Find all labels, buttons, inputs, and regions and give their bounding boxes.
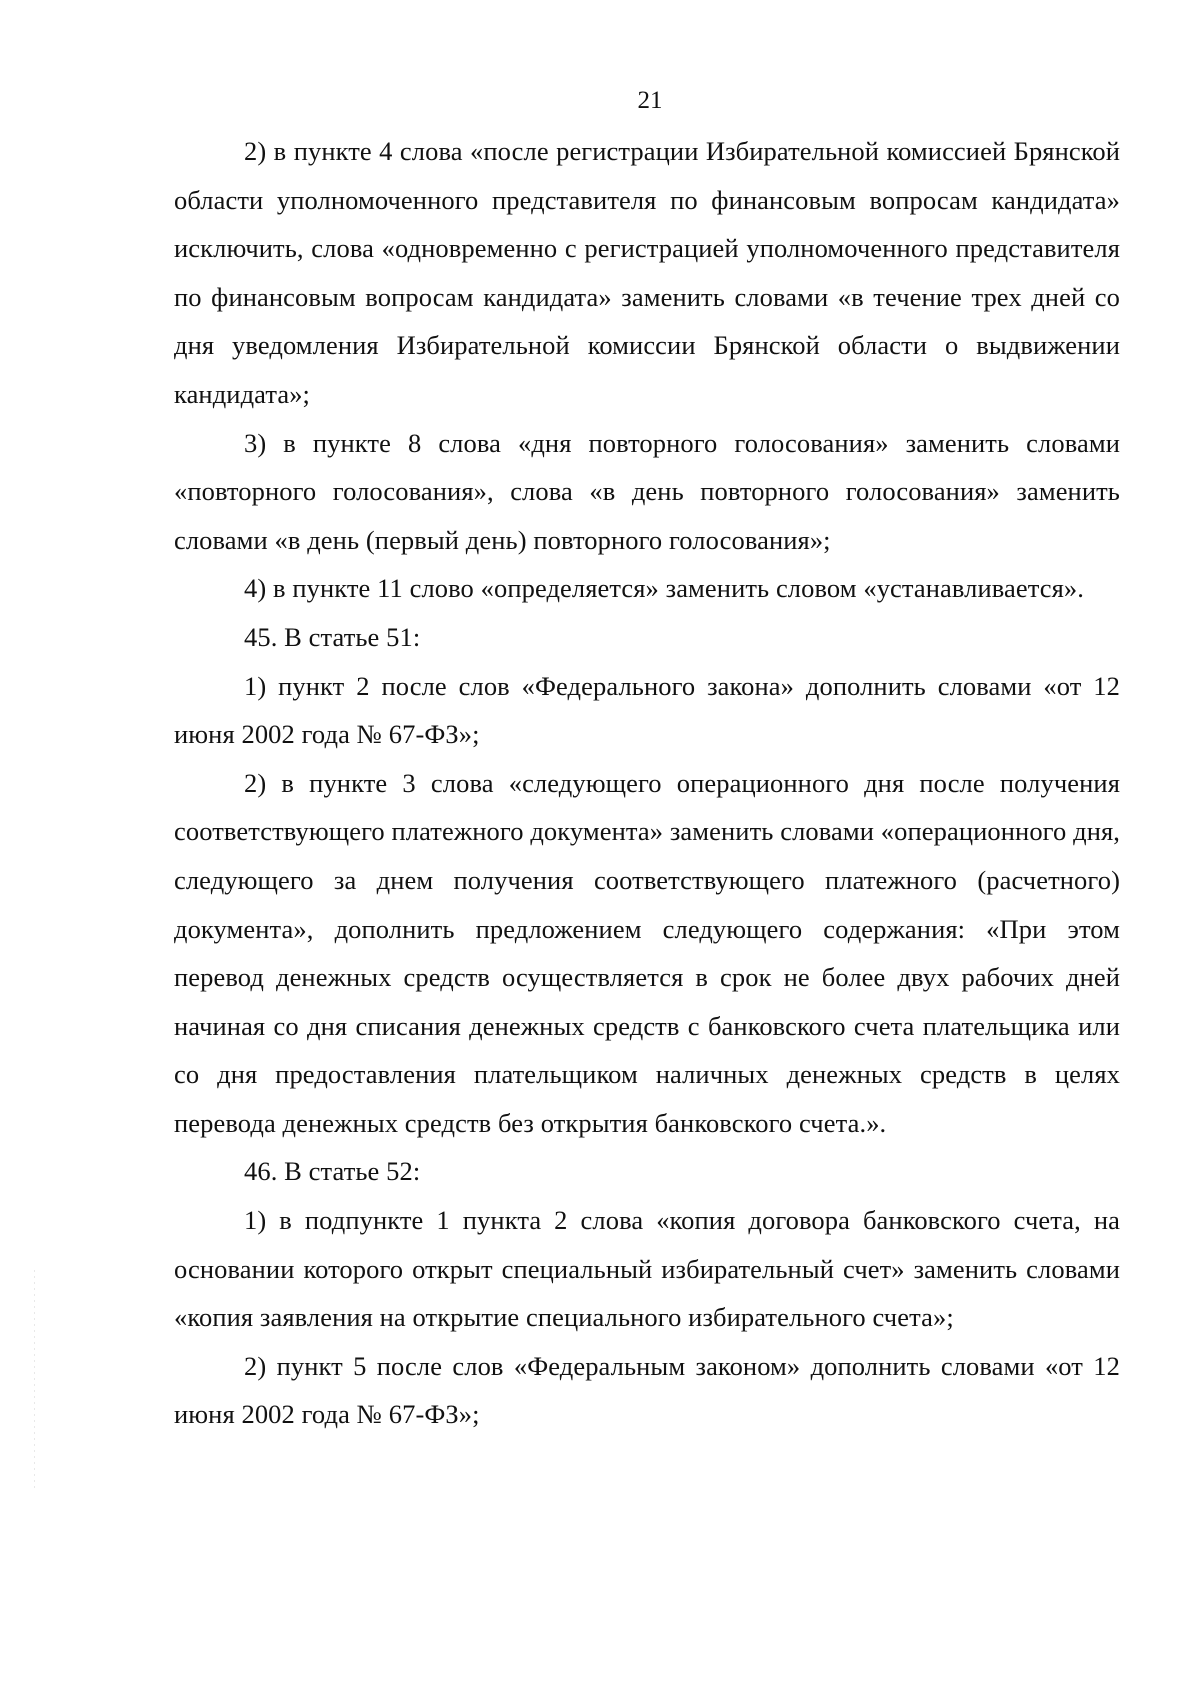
paragraph-item-3-point-8: 3) в пункте 8 слова «дня повторного голосования» заменить словами «повторного голосования», слова «в день повторного голосования» заменить словами «в день (первый день) повторного голосования»; [174,427,1120,555]
scan-edge-artifact [34,1270,35,1490]
paragraph-article-51-item-2: 2) в пункте 3 слова «следующего операционного дня после получения соответствующего платежного документа» заменить словами «операционного дня, следующего за днем получения соответствующего платежного (расчетного) документа», дополнить предложением следующего содержания: «При этом перевод денежных средств осуществляется в срок не более двух рабочих дней начиная со дня списания денежных средств с банковского счета плательщика или со дня предоставления плательщиком наличных денежных средств в целях перевода денежных средств без открытия банковского счета.». [174,767,1120,1138]
paragraph-article-51-item-1: 1) пункт 2 после слов «Федерального закона» дополнить словами «от 12 июня 2002 года № 67-ФЗ»; [174,670,1120,750]
section-heading-46: 46. В статье 52: [244,1156,421,1187]
document-body [174,127,1120,1439]
paragraph-item-4-point-11: 4) в пункте 11 слово «определяется» заменить словом «устанавливается». [244,573,1085,604]
paragraph-article-52-item-1: 1) в подпункте 1 пункта 2 слова «копия договора банковского счета, на основании которого открыт специальный избирательный счет» заменить словами «копия заявления на открытие специального избирательного счета»; [174,1205,1120,1333]
section-heading-45: 45. В статье 51: [244,621,421,652]
paragraph-item-2-point-4: 2) в пункте 4 слова «после регистрации Избирательной комиссией Брянской области уполномоченного представителя по финансовым вопросам кандидата» исключить, слова «одновременно с регистрацией уполномоченного представителя по финансовым вопросам кандидата» заменить словами «в течение трех дней со дня уведомления Избирательной комиссии Брянской области о выдвижении кандидата»; [174,136,1120,409]
paragraph-article-52-item-2: 2) пункт 5 после слов «Федеральным законом» дополнить словами «от 12 июня 2002 года № 67-ФЗ»; [174,1350,1120,1430]
page-number: 21 [637,87,663,114]
